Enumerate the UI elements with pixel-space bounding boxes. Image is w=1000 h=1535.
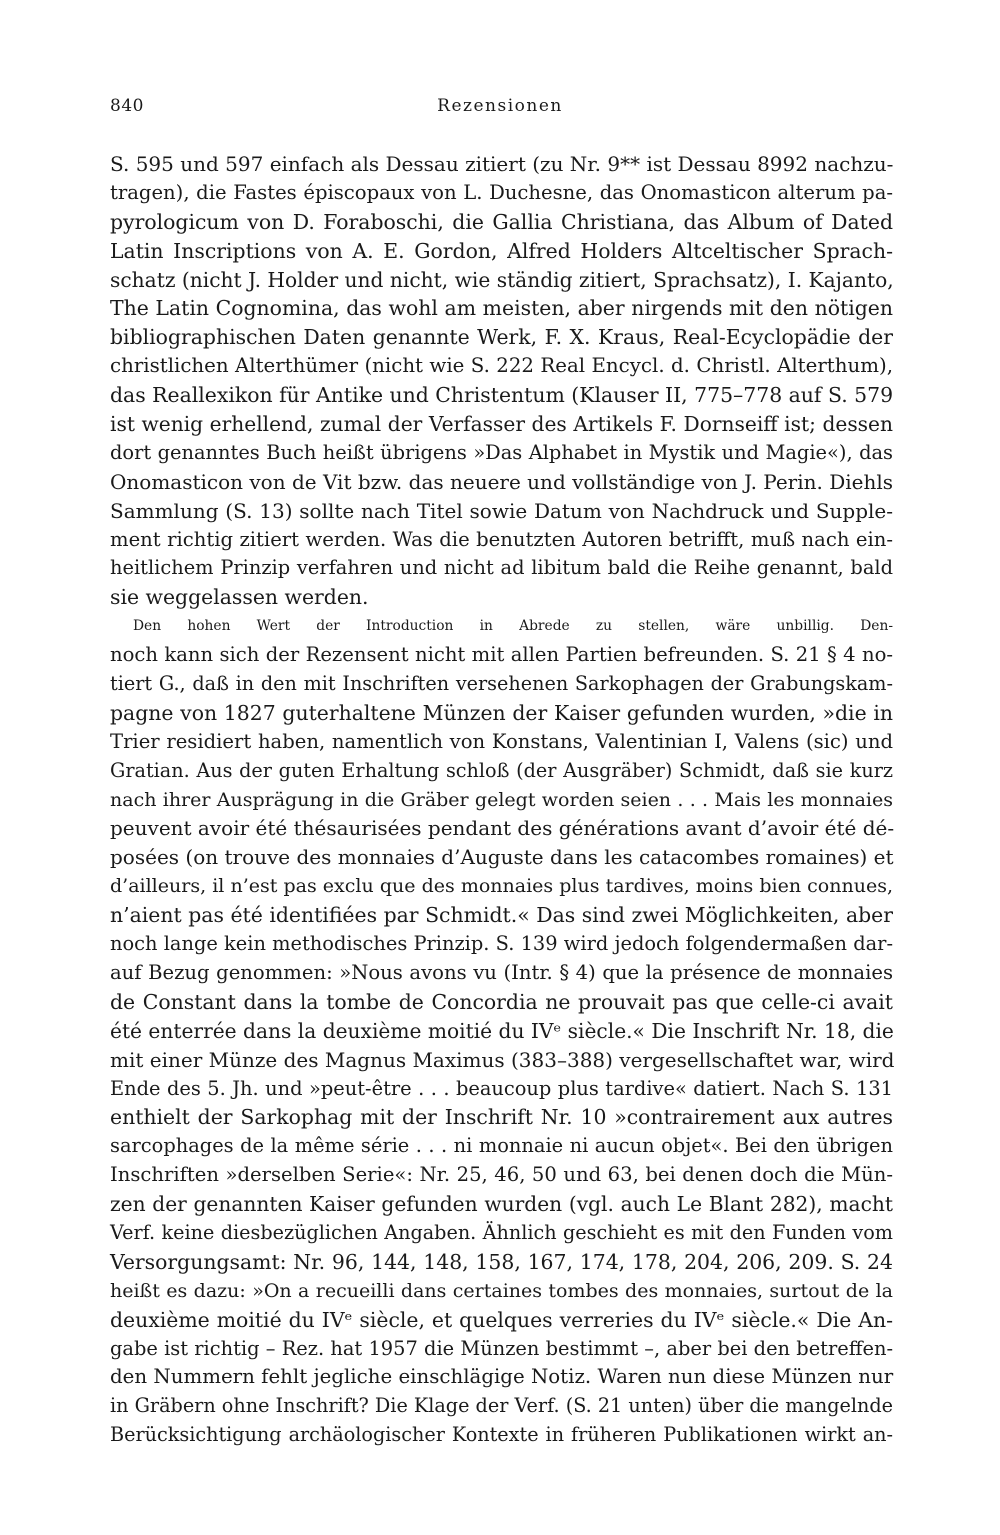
text-line: noch lange kein methodisches Prinzip. S. 139 wird jedoch folgendermaßen dar- — [110, 932, 893, 956]
text-line: Inschriften »derselben Serie«: Nr. 25, 46, 50 und 63, bei denen doch die Mün- — [110, 1163, 893, 1187]
text-line: ist wenig erhellend, zumal der Verfasser des Artikels F. Dornseiff ist; dessen — [110, 412, 893, 437]
text-line: Ende des 5. Jh. und »peut-être . . . beaucoup plus tardive« datiert. Nach S. 131 — [110, 1076, 893, 1100]
text-line: Onomasticon von de Vit bzw. das neuere und vollständige von J. Perin. Diehls — [110, 469, 894, 494]
text-line: The Latin Cognomina, das wohl am meisten, aber nirgends mit den nötigen — [110, 296, 893, 321]
text-line: pagne von 1827 guterhaltene Münzen der Kaiser gefunden wurden, »die in — [110, 700, 893, 725]
paragraph — [110, 150, 893, 612]
text-line: nach ihrer Ausprägung in die Gräber gelegt worden seien . . . Mais les monnaies — [110, 788, 893, 811]
text-line: das Reallexikon für Antike und Christentum (Klauser II, 775–778 auf S. 579 — [110, 383, 894, 408]
text-line: deuxième moitié du IVᵉ siècle, et quelques verreries du IVᵉ siècle.« Die An- — [110, 1307, 893, 1332]
body-text — [110, 150, 893, 1450]
text-line: Berücksichtigung archäologischer Kontexte in früheren Publikationen wirkt an- — [110, 1423, 893, 1447]
text-line: heißt es dazu: »On a recueilli dans certaines tombes des monnaies, surtout de la — [110, 1279, 893, 1302]
text-line: d’ailleurs, il n’est pas exclu que des monnaies plus tardives, moins bien connues, — [110, 875, 893, 898]
text-line: Verf. keine diesbezüglichen Angaben. Ähnlich geschieht es mit den Funden vom — [110, 1220, 893, 1244]
text-line: n’aient pas été identifiées par Schmidt.« Das sind zwei Möglichkeiten, aber — [110, 903, 893, 928]
text-line: in Gräbern ohne Inschrift? Die Klage der Verf. (S. 21 unten) über die mangelnde — [110, 1394, 893, 1418]
text-line: dort genanntes Buch heißt übrigens »Das Alphabet in Mystik und Magie«), das — [110, 440, 893, 464]
text-line: zen der genannten Kaiser gefunden wurden (vgl. auch Le Blant 282), macht — [110, 1192, 893, 1217]
text-line: Sammlung (S. 13) sollte nach Titel sowie Datum von Nachdruck und Supple- — [110, 498, 893, 523]
text-line: tiert G., daß in den mit Inschriften versehenen Sarkophagen der Grabungskam- — [110, 672, 893, 696]
text-line: été enterrée dans la deuxième moitié du IVᵉ siècle.« Die Inschrift Nr. 18, die — [110, 1018, 894, 1043]
text-line: gabe ist richtig – Rez. hat 1957 die Münzen bestimmt –, aber bei den betreffen- — [110, 1336, 893, 1360]
running-head: Rezensionen — [437, 96, 563, 116]
text-line: posées (on trouve des monnaies d’Auguste dans les catacombes romaines) et — [110, 845, 894, 870]
paragraph — [110, 612, 893, 1450]
text-line: pyrologicum von D. Foraboschi, die Gallia Christiana, das Album of Dated — [110, 209, 893, 234]
text-line: auf Bezug genommen: »Nous avons vu (Intr. § 4) que la présence de monnaies — [110, 960, 893, 984]
text-line: sie weggelassen werden. — [110, 585, 369, 610]
text-line: schatz (nicht J. Holder und nicht, wie ständig zitiert, Sprachsatz), I. Kajanto, — [110, 267, 894, 292]
text-line: Gratian. Aus der guten Erhaltung schloß (der Ausgräber) Schmidt, daß sie kurz — [110, 758, 893, 782]
text-line: noch kann sich der Rezensent nicht mit allen Partien befreunden. S. 21 § 4 no- — [110, 643, 893, 667]
page-number: 840 — [110, 96, 144, 116]
text-line: mit einer Münze des Magnus Maximus (383–388) vergesellschaftet war, wird — [110, 1047, 895, 1072]
text-line: bibliographischen Daten genannte Werk, F. X. Kraus, Real-Ecyclopädie der — [110, 325, 893, 350]
text-line: sarcophages de la même série . . . ni monnaie ni aucun objet«. Bei den übrigen — [110, 1134, 893, 1158]
text-line: Trier residiert haben, namentlich von Konstans, Valentinian I, Valens (sic) und — [110, 729, 893, 753]
text-line: peuvent avoir été thésaurisées pendant des générations avant d’avoir été dé- — [110, 816, 895, 841]
text-line: S. 595 und 597 einfach als Dessau zitiert (zu Nr. 9** ist Dessau 8992 nachzu- — [110, 152, 894, 176]
text-line: Latin Inscriptions von A. E. Gordon, Alfred Holders Altceltischer Sprach- — [110, 238, 893, 263]
text-line: den Nummern fehlt jegliche einschlägige Notiz. Waren nun diese Münzen nur — [110, 1365, 894, 1389]
text-line: tragen), die Fastes épiscopaux von L. Duchesne, das Onomasticon alterum pa- — [110, 180, 893, 204]
text-line: ment richtig zitiert werden. Was die benutzten Autoren betrifft, muß nach ein- — [110, 527, 893, 551]
text-line: Versorgungsamt: Nr. 96, 144, 148, 158, 167, 174, 178, 204, 206, 209. S. 24 — [110, 1249, 893, 1274]
text-line: Den hohen Wert der Introduction in Abrede zu stellen, wäre unbillig. Den- — [133, 618, 893, 635]
text-line: de Constant dans la tombe de Concordia ne prouvait pas que celle-ci avait — [110, 989, 893, 1014]
text-line: heitlichem Prinzip verfahren und nicht ad libitum bald die Reihe genannt, bald — [110, 556, 893, 580]
text-line: enthielt der Sarkophag mit der Inschrift Nr. 10 »contrairement aux autres — [110, 1105, 893, 1130]
text-line: christlichen Alterthümer (nicht wie S. 222 Real Encycl. d. Christl. Alterthum), — [110, 354, 893, 378]
